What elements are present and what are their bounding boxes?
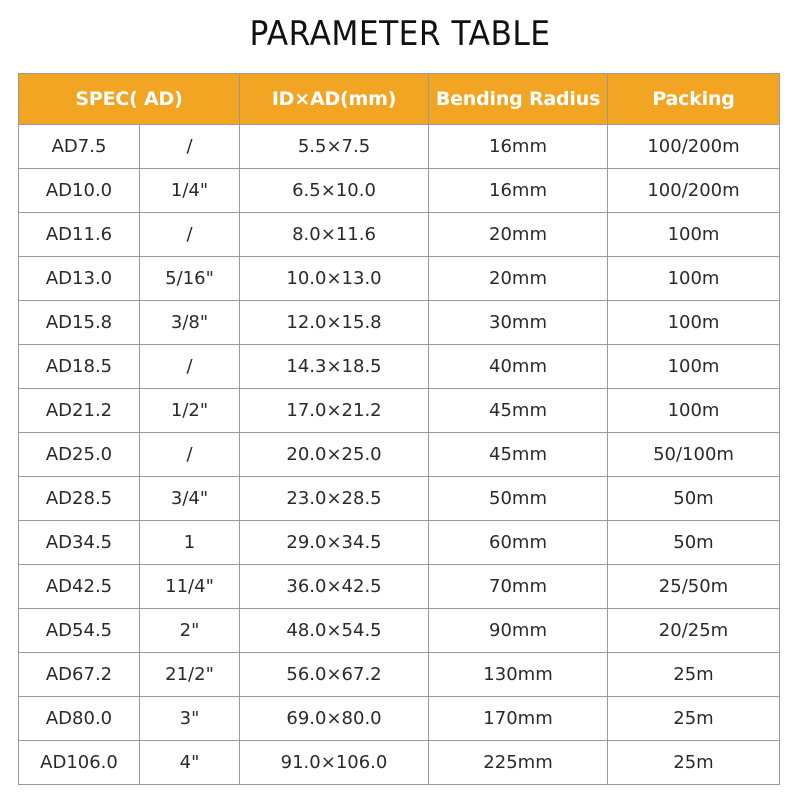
- cell-spec-inch: 1/4": [140, 169, 240, 213]
- cell-packing: 25/50m: [608, 565, 780, 609]
- cell-spec-inch: /: [140, 125, 240, 169]
- cell-packing: 25m: [608, 653, 780, 697]
- table-row: [19, 433, 780, 477]
- cell-bending-radius: 16mm: [429, 125, 608, 169]
- table-body: [19, 125, 780, 785]
- table-row: [19, 169, 780, 213]
- cell-spec-ad: AD42.5: [19, 565, 140, 609]
- cell-dimensions: 91.0×106.0: [240, 741, 429, 785]
- table-row: [19, 521, 780, 565]
- cell-packing: 100/200m: [608, 125, 780, 169]
- cell-dimensions: 6.5×10.0: [240, 169, 429, 213]
- cell-packing: 25m: [608, 697, 780, 741]
- cell-packing: 100m: [608, 213, 780, 257]
- cell-spec-inch: /: [140, 345, 240, 389]
- cell-spec-ad: AD15.8: [19, 301, 140, 345]
- cell-dimensions: 69.0×80.0: [240, 697, 429, 741]
- cell-spec-inch: 3": [140, 697, 240, 741]
- cell-spec-ad: AD28.5: [19, 477, 140, 521]
- cell-spec-inch: 4": [140, 741, 240, 785]
- cell-bending-radius: 60mm: [429, 521, 608, 565]
- cell-bending-radius: 90mm: [429, 609, 608, 653]
- cell-spec-ad: AD13.0: [19, 257, 140, 301]
- cell-spec-ad: AD7.5: [19, 125, 140, 169]
- cell-bending-radius: 30mm: [429, 301, 608, 345]
- cell-bending-radius: 50mm: [429, 477, 608, 521]
- cell-packing: 100m: [608, 345, 780, 389]
- cell-bending-radius: 225mm: [429, 741, 608, 785]
- cell-spec-ad: AD54.5: [19, 609, 140, 653]
- cell-dimensions: 8.0×11.6: [240, 213, 429, 257]
- table-row: [19, 213, 780, 257]
- cell-bending-radius: 45mm: [429, 389, 608, 433]
- header-spec: SPEC( AD): [19, 74, 240, 125]
- cell-bending-radius: 130mm: [429, 653, 608, 697]
- page-title: PARAMETER TABLE: [249, 14, 551, 54]
- cell-spec-ad: AD10.0: [19, 169, 140, 213]
- cell-spec-ad: AD34.5: [19, 521, 140, 565]
- cell-bending-radius: 20mm: [429, 213, 608, 257]
- cell-spec-inch: 1: [140, 521, 240, 565]
- cell-dimensions: 17.0×21.2: [240, 389, 429, 433]
- table-row: [19, 653, 780, 697]
- table-header: [19, 74, 780, 125]
- cell-spec-ad: AD21.2: [19, 389, 140, 433]
- cell-bending-radius: 40mm: [429, 345, 608, 389]
- header-packing: Packing: [608, 74, 780, 125]
- cell-dimensions: 48.0×54.5: [240, 609, 429, 653]
- cell-bending-radius: 20mm: [429, 257, 608, 301]
- cell-dimensions: 14.3×18.5: [240, 345, 429, 389]
- table-row: [19, 609, 780, 653]
- cell-packing: 50m: [608, 521, 780, 565]
- cell-spec-ad: AD25.0: [19, 433, 140, 477]
- cell-spec-inch: 11/4": [140, 565, 240, 609]
- parameter-table-container: [18, 73, 779, 791]
- cell-spec-ad: AD67.2: [19, 653, 140, 697]
- cell-dimensions: 23.0×28.5: [240, 477, 429, 521]
- cell-packing: 100m: [608, 389, 780, 433]
- table-row: [19, 257, 780, 301]
- table-row: [19, 301, 780, 345]
- cell-spec-inch: 3/4": [140, 477, 240, 521]
- cell-spec-ad: AD11.6: [19, 213, 140, 257]
- header-bending-radius: Bending Radius: [429, 74, 608, 125]
- cell-spec-ad: AD106.0: [19, 741, 140, 785]
- cell-dimensions: 12.0×15.8: [240, 301, 429, 345]
- table-row: [19, 741, 780, 785]
- cell-dimensions: 56.0×67.2: [240, 653, 429, 697]
- cell-dimensions: 10.0×13.0: [240, 257, 429, 301]
- table-row: [19, 389, 780, 433]
- cell-spec-inch: 21/2": [140, 653, 240, 697]
- cell-packing: 100m: [608, 301, 780, 345]
- table-row: [19, 565, 780, 609]
- table-row: [19, 125, 780, 169]
- cell-dimensions: 36.0×42.5: [240, 565, 429, 609]
- cell-packing: 100m: [608, 257, 780, 301]
- table-row: [19, 697, 780, 741]
- cell-bending-radius: 70mm: [429, 565, 608, 609]
- table-header-row: [19, 74, 780, 125]
- cell-spec-ad: AD80.0: [19, 697, 140, 741]
- table-row: [19, 477, 780, 521]
- cell-bending-radius: 170mm: [429, 697, 608, 741]
- parameter-table: [18, 73, 780, 785]
- cell-dimensions: 20.0×25.0: [240, 433, 429, 477]
- table-row: [19, 345, 780, 389]
- cell-packing: 20/25m: [608, 609, 780, 653]
- cell-spec-inch: /: [140, 433, 240, 477]
- cell-bending-radius: 45mm: [429, 433, 608, 477]
- header-dimensions: ID×AD(mm): [240, 74, 429, 125]
- cell-spec-ad: AD18.5: [19, 345, 140, 389]
- cell-spec-inch: 5/16": [140, 257, 240, 301]
- cell-bending-radius: 16mm: [429, 169, 608, 213]
- cell-spec-inch: /: [140, 213, 240, 257]
- cell-packing: 25m: [608, 741, 780, 785]
- cell-packing: 50/100m: [608, 433, 780, 477]
- cell-packing: 100/200m: [608, 169, 780, 213]
- cell-spec-inch: 1/2": [140, 389, 240, 433]
- cell-spec-inch: 3/8": [140, 301, 240, 345]
- cell-dimensions: 5.5×7.5: [240, 125, 429, 169]
- cell-spec-inch: 2": [140, 609, 240, 653]
- cell-packing: 50m: [608, 477, 780, 521]
- cell-dimensions: 29.0×34.5: [240, 521, 429, 565]
